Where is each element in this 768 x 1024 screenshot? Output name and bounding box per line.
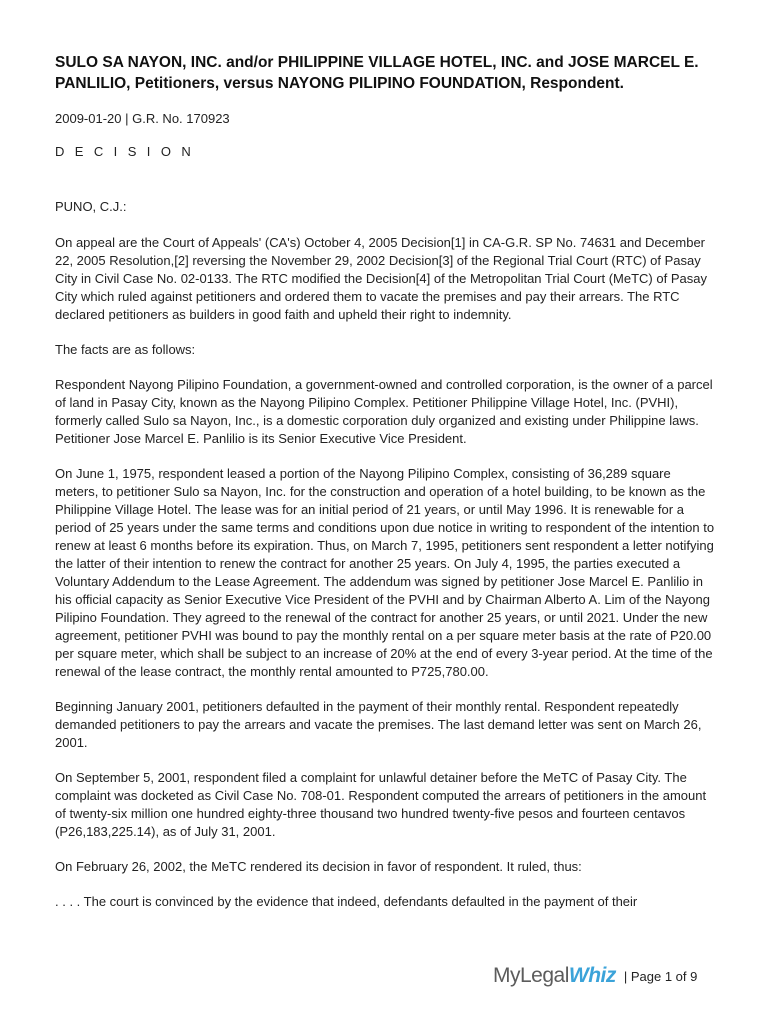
paragraph: . . . . The court is convinced by the evidence that indeed, defendants defaulted in the payment of their — [55, 894, 638, 909]
paragraph: On September 5, 2001, respondent filed a complaint for unlawful detainer before the MeTC of Pasay City. The complaint was docketed as Civil Case No. 708-01. Respondent computed the arrears of petitioners in the amount of twenty-six million one hundred eighty-three thousand two hundred twenty-five pesos and fourteen centavos (P26,183,225.14), as of July 31, 2001. — [55, 770, 707, 839]
paragraph: On June 1, 1975, respondent leased a portion of the Nayong Pilipino Complex, consisting of 36,289 square meters, to petitioner Sulo sa Nayon, Inc. for the construction and operation of a hotel building, to be known as the Philippine Village Hotel. The lease was for an initial period of 21 years, or until May 1996. It is renewable for a period of 25 years under the same terms and conditions upon due notice in writing to respondent of the intention to renew at least 6 months before its expiration. Thus, on March 7, 1995, petitioners sent respondent a letter notifying the latter of their intention to renew the contract for another 25 years. On July 4, 1995, the parties executed a Voluntary Addendum to the Lease Agreement. The addendum was signed by petitioner Jose Marcel E. Panlilio in his official capacity as Senior Executive Vice President of the PVHI and by Chairman Alberto A. Lim of the Nayong Pilipino Foundation. They agreed to the renewal of the contract for another 25 years, or until 2021. Under the new agreement, petitioner PVHI was bound to pay the monthly rental on a per square meter basis at the rate of P20.00 per square meter, which shall be subject to an increase of 20% at the end of every 3-year period. At the time of the renewal of the lease contract, the monthly rental amounted to P725,780.00. — [55, 466, 715, 679]
paragraph: On appeal are the Court of Appeals' (CA's) October 4, 2005 Decision[1] in CA-G.R. SP No. 74631 and December 22, 2005 Resolution,[2] reversing the November 29, 2002 Decision[3] of the Regional Trial Court (RTC) of Pasay City in Civil Case No. 02-0133. The RTC modified the Decision[4] of the Metropolitan Trial Court (MeTC) of Pasay City which ruled against petitioners and ordered them to vacate the premises and pay their arrears. The RTC declared petitioners as builders in good faith and upheld their right to indemnity. — [55, 235, 707, 322]
case-title: SULO SA NAYON, INC. and/or PHILIPPINE VILLAGE HOTEL, INC. and JOSE MARCEL E. PANLILIO, Petitioners, versus NAYONG PILIPINO FOUNDATION, Respondent. — [55, 54, 699, 92]
page-number: | Page 1 of 9 — [623, 968, 698, 984]
paragraph: On February 26, 2002, the MeTC rendered its decision in favor of respondent. It ruled, thus: — [55, 859, 582, 874]
case-date-and-number: 2009-01-20 | G.R. No. 170923 — [55, 111, 230, 126]
logo-text-whiz: Whiz — [568, 964, 616, 987]
paragraph: Beginning January 2001, petitioners defaulted in the payment of their monthly rental. Respondent repeatedly demanded petitioners to pay the arrears and vacate the premises. The last demand letter was sent on March 26, 2001. — [55, 699, 702, 750]
page-footer — [493, 962, 697, 990]
paragraph: Respondent Nayong Pilipino Foundation, a government-owned and controlled corporation, is the owner of a parcel of land in Pasay City, known as the Nayong Pilipino Complex. Petitioner Philippine Village Hotel, Inc. (PVHI), formerly called Sulo sa Nayon, Inc., is a domestic corporation duly organized and existing under Philippine laws. Petitioner Jose Marcel E. Panlilio is its Senior Executive Vice President. — [55, 377, 713, 446]
mylegalwhiz-logo — [493, 964, 616, 988]
logo-text-mylegal: MyLegal — [493, 964, 569, 987]
ponente: PUNO, C.J.: — [55, 199, 127, 214]
paragraph: The facts are as follows: — [55, 342, 196, 357]
decision-heading: D E C I S I O N — [55, 144, 195, 159]
document-page — [55, 52, 717, 928]
